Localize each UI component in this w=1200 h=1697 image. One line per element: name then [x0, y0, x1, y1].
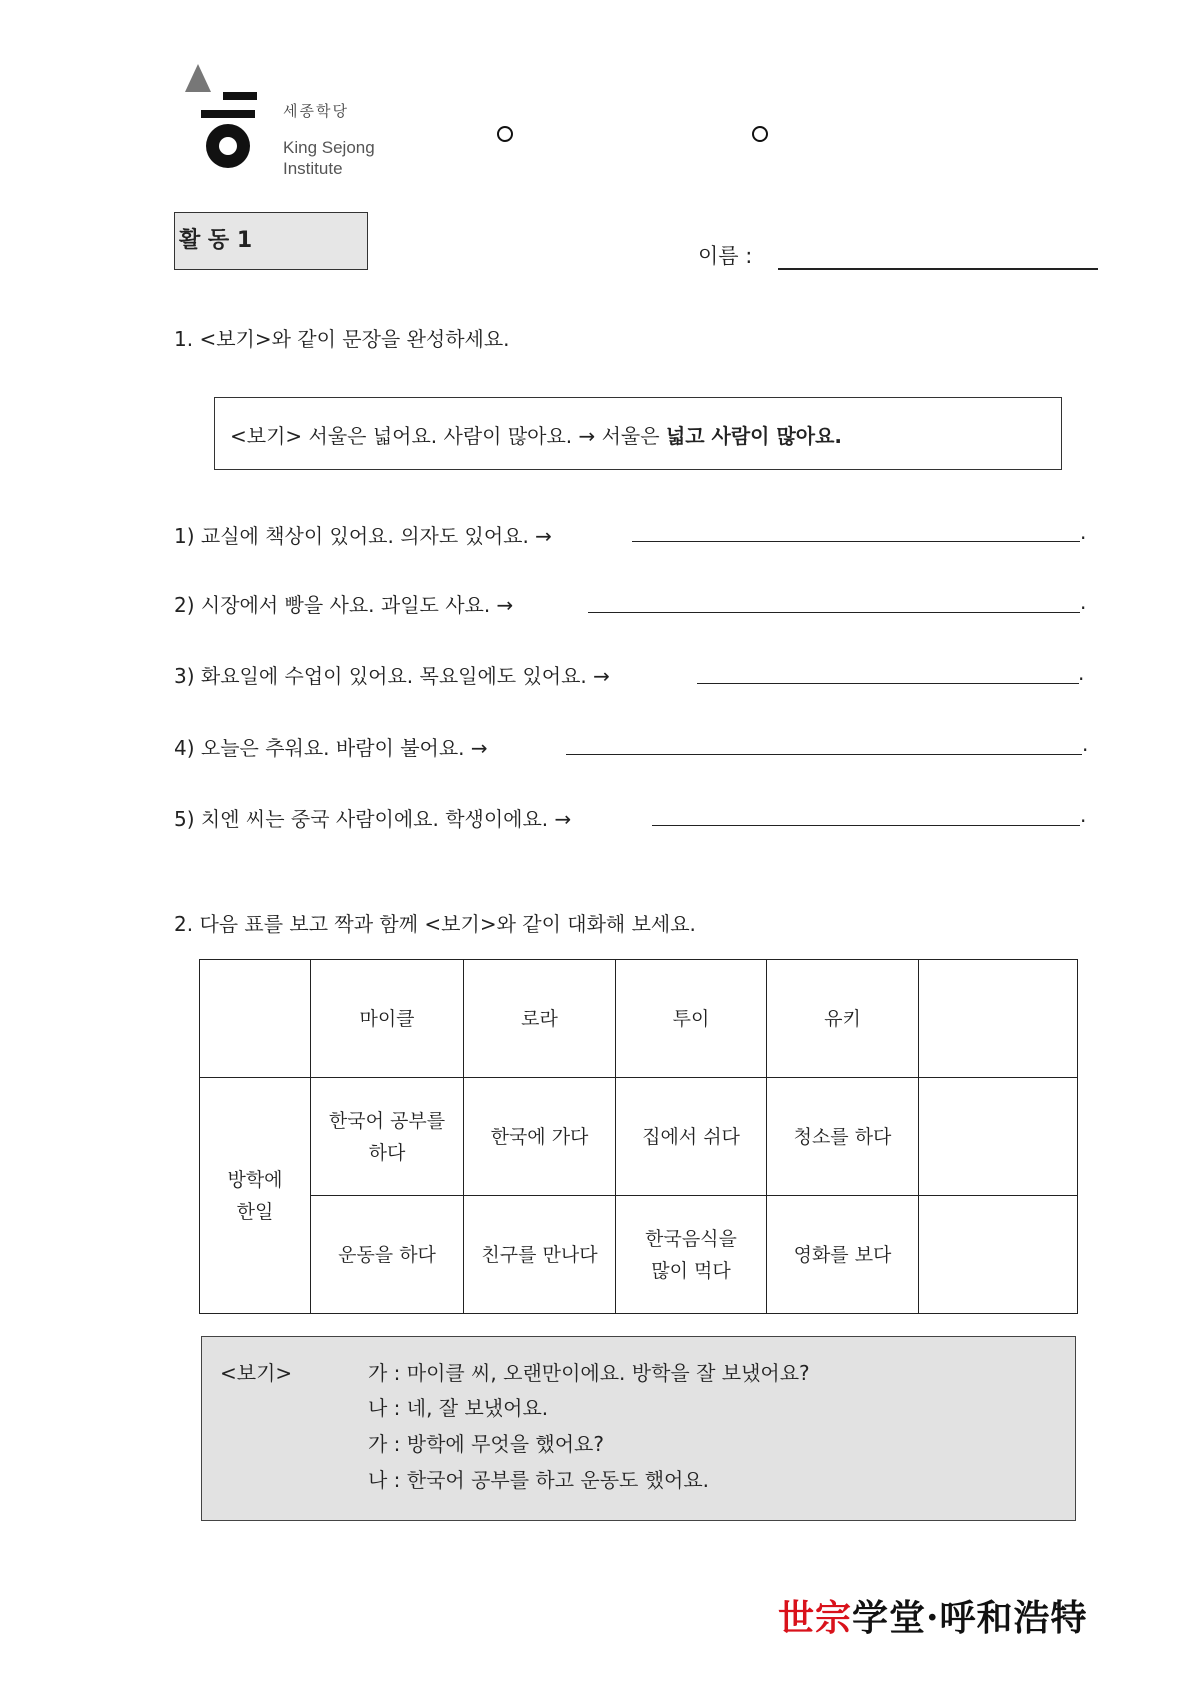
- answer-line-5[interactable]: [652, 825, 1080, 826]
- table-cell: 청소를 하다: [767, 1078, 919, 1196]
- row-label-line-1: 방학에: [227, 1168, 283, 1191]
- logo-korean-text: 세종학당: [283, 102, 349, 120]
- dialog-example-box: [201, 1336, 1076, 1521]
- table-header-cell: 투이: [616, 960, 767, 1078]
- exercise-item-2: 2) 시장에서 빵을 사요. 과일도 사요. →: [174, 593, 514, 617]
- table-empty-cell[interactable]: [919, 1078, 1078, 1196]
- exercise-item-1: 1) 교실에 책상이 있어요. 의자도 있어요. →: [174, 524, 552, 548]
- example-prefix: <보기> 서울은 넓어요. 사람이 많아요. → 서울은: [230, 424, 666, 448]
- cell-line: 한국어 공부를: [328, 1109, 446, 1132]
- circle-mark-left: [497, 126, 513, 142]
- section-1-instruction: 1. <보기>와 같이 문장을 완성하세요.: [174, 327, 510, 351]
- table-cell: [616, 1196, 767, 1314]
- activity-table: [199, 959, 1078, 1314]
- example-box: [214, 397, 1062, 470]
- table-empty-cell[interactable]: [919, 1196, 1078, 1314]
- exercise-item-4: 4) 오늘은 추워요. 바람이 불어요. →: [174, 736, 488, 760]
- table-empty-cell[interactable]: [919, 960, 1078, 1078]
- table-row: [200, 1078, 1078, 1196]
- logo-mark-icon: [183, 62, 263, 172]
- period-4: .: [1082, 732, 1089, 756]
- dialog-line-3: 가 : 방학에 무엇을 했어요?: [368, 1432, 604, 1456]
- example-answer: 넓고 사람이 많아요.: [665, 424, 843, 448]
- exercise-item-5: 5) 치엔 씨는 중국 사람이에요. 학생이에요. →: [174, 807, 572, 831]
- table-corner-cell: [200, 960, 311, 1078]
- period-2: .: [1080, 590, 1087, 614]
- period-5: .: [1080, 803, 1087, 827]
- exercise-item-3: 3) 화요일에 수업이 있어요. 목요일에도 있어요. →: [174, 664, 610, 688]
- logo-line-2: Institute: [283, 159, 343, 178]
- table-cell: 영화를 보다: [767, 1196, 919, 1314]
- table-cell: 집에서 쉬다: [616, 1078, 767, 1196]
- answer-line-4[interactable]: [566, 754, 1082, 755]
- table-cell: 한국에 가다: [464, 1078, 616, 1196]
- example-sentence: [230, 420, 842, 449]
- cell-line: 하다: [368, 1141, 406, 1164]
- dialog-line-4: 나 : 한국어 공부를 하고 운동도 했어요.: [368, 1468, 710, 1492]
- cell-line: 많이 먹다: [651, 1259, 731, 1282]
- answer-line-3[interactable]: [697, 683, 1079, 684]
- cell-line: 한국음식을: [645, 1227, 737, 1250]
- table-cell: 친구를 만나다: [464, 1196, 616, 1314]
- dialog-line-1: 가 : 마이클 씨, 오랜만이에요. 방학을 잘 보냈어요?: [368, 1361, 810, 1385]
- footer-black-text: 学堂·呼和浩特: [852, 1597, 1088, 1639]
- row-label-line-2: 한일: [236, 1200, 274, 1223]
- name-answer-line[interactable]: [778, 268, 1098, 270]
- table-row: [200, 1196, 1078, 1314]
- dialog-label: <보기>: [220, 1361, 293, 1385]
- dialog-line-2: 나 : 네, 잘 보냈어요.: [368, 1396, 549, 1420]
- table-header-row: [200, 960, 1078, 1078]
- activity-label-box: 활 동 1: [174, 212, 368, 270]
- footer-red-text: 世宗: [778, 1597, 853, 1639]
- footer-institute-name: [778, 1590, 1088, 1641]
- table-header-cell: 로라: [464, 960, 616, 1078]
- period-3: .: [1078, 661, 1085, 685]
- table-header-cell: 마이클: [311, 960, 464, 1078]
- answer-line-2[interactable]: [588, 612, 1080, 613]
- name-label: 이름 :: [698, 244, 753, 268]
- circle-mark-right: [752, 126, 768, 142]
- answer-line-1[interactable]: [632, 541, 1080, 542]
- period-1: .: [1080, 520, 1087, 544]
- section-2-instruction: 2. 다음 표를 보고 짝과 함께 <보기>와 같이 대화해 보세요.: [174, 912, 696, 936]
- king-sejong-logo: [183, 62, 423, 182]
- logo-line-1: King Sejong: [283, 138, 375, 157]
- table-cell: 운동을 하다: [311, 1196, 464, 1314]
- table-row-label: [200, 1078, 311, 1314]
- table-header-cell: 유키: [767, 960, 919, 1078]
- table-cell: [311, 1078, 464, 1196]
